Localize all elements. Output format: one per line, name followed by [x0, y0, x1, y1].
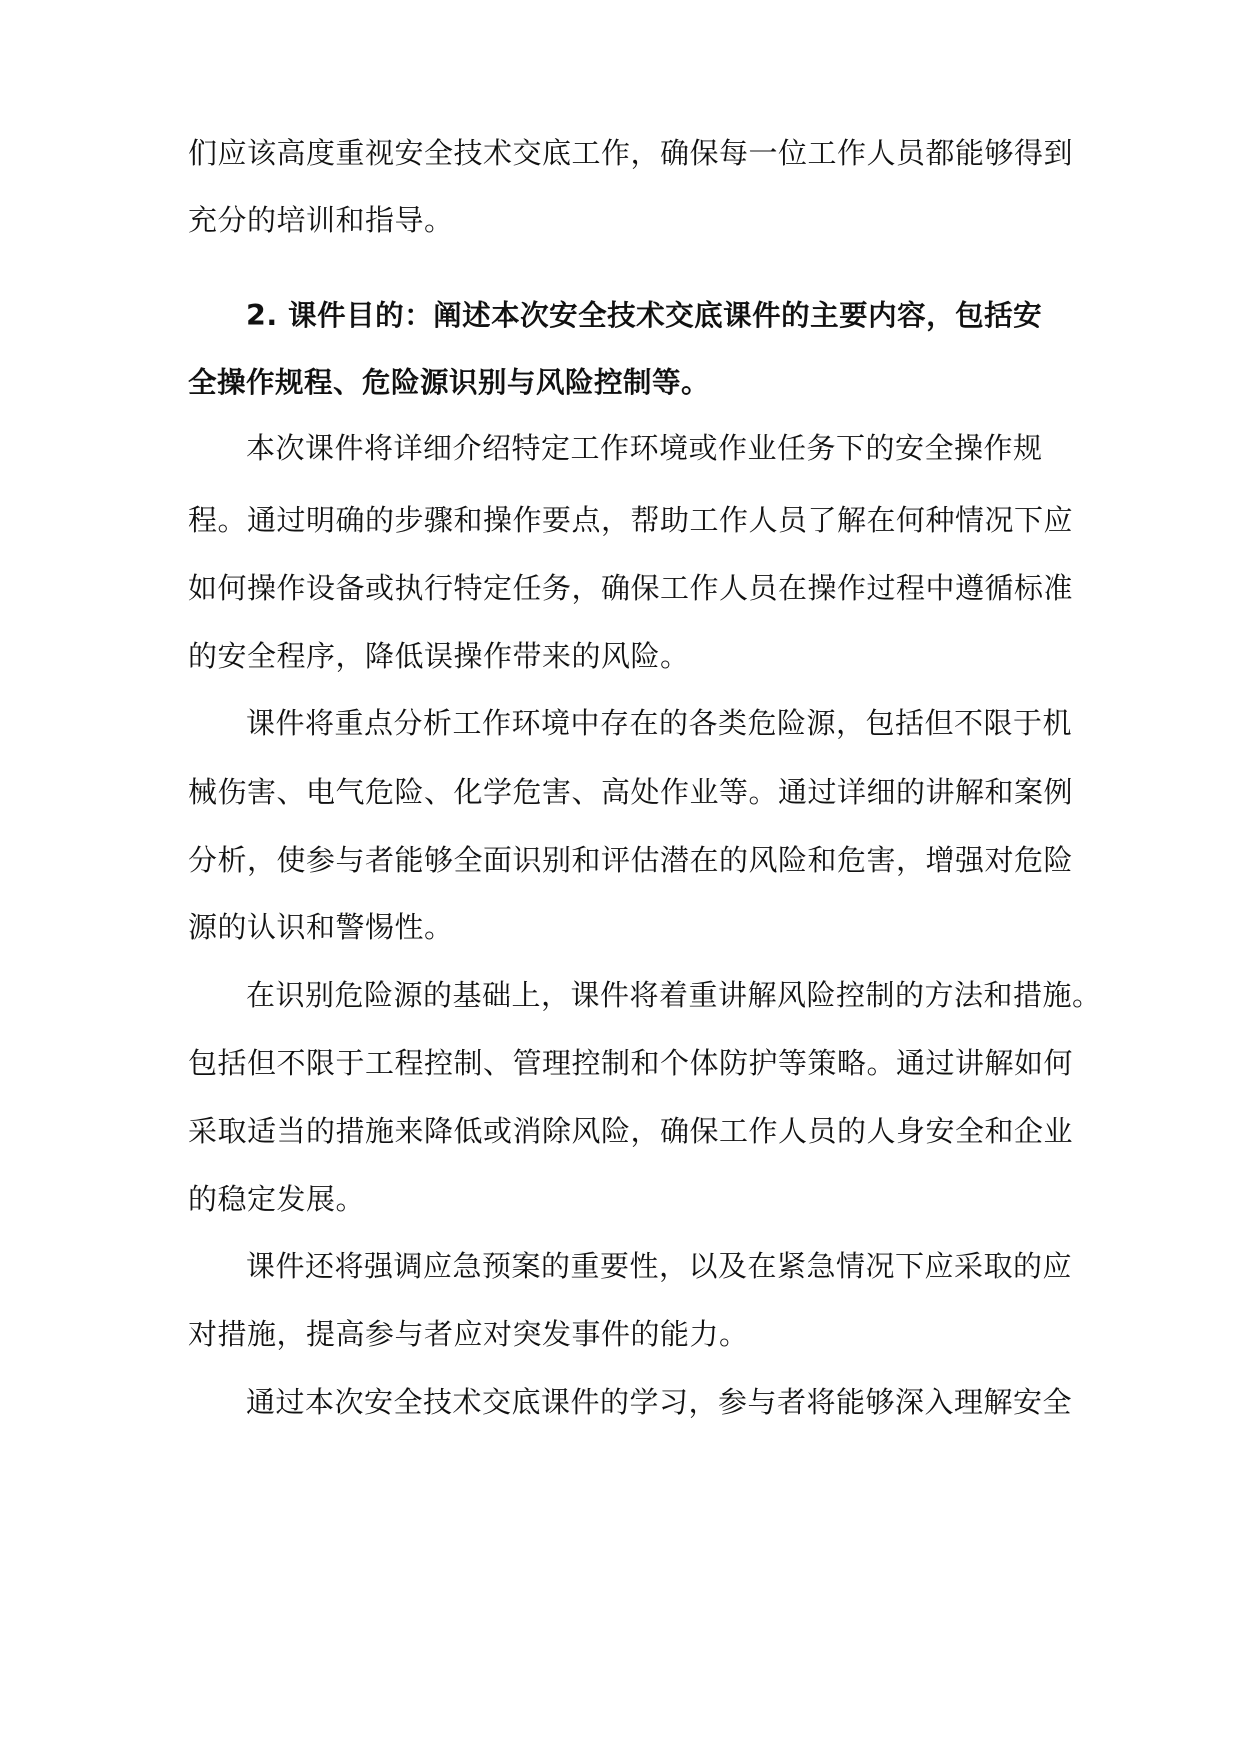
paragraph-line: 对措施，提高参与者应对突发事件的能力。	[188, 1317, 749, 1351]
paragraph-line: 课件将重点分析工作环境中存在的各类危险源，包括但不限于机	[246, 706, 1073, 740]
paragraph-line: 通过本次安全技术交底课件的学习，参与者将能够深入理解安全	[246, 1385, 1073, 1419]
paragraph-line: 分析，使参与者能够全面识别和评估潜在的风险和危害，增强对危险	[188, 843, 1074, 877]
paragraph-line: 的稳定发展。	[188, 1182, 366, 1216]
section-heading: 2. 课件目的：阐述本次安全技术交底课件的主要内容，包括安	[246, 299, 1043, 332]
paragraph-line: 械伤害、电气危险、化学危害、高处作业等。通过详细的讲解和案例	[188, 775, 1074, 809]
section-heading: 全操作规程、危险源识别与风险控制等。	[188, 366, 711, 399]
paragraph-line: 在识别危险源的基础上，课件将着重讲解风险控制的方法和措施。	[246, 978, 1102, 1012]
paragraph-line: 课件还将强调应急预案的重要性，以及在紧急情况下应采取的应	[246, 1249, 1073, 1283]
paragraph-line: 充分的培训和指导。	[188, 203, 454, 237]
paragraph-line: 采取适当的措施来降低或消除风险，确保工作人员的人身安全和企业	[188, 1114, 1074, 1148]
paragraph-line: 们应该高度重视安全技术交底工作，确保每一位工作人员都能够得到	[188, 136, 1074, 170]
paragraph-line: 程。通过明确的步骤和操作要点，帮助工作人员了解在何种情况下应	[188, 503, 1074, 537]
paragraph-line: 源的认识和警惕性。	[188, 910, 454, 944]
paragraph-line: 的安全程序，降低误操作带来的风险。	[188, 639, 690, 673]
paragraph-line: 如何操作设备或执行特定任务，确保工作人员在操作过程中遵循标准	[188, 571, 1074, 605]
paragraph-line: 本次课件将详细介绍特定工作环境或作业任务下的安全操作规	[246, 431, 1043, 465]
paragraph-line: 包括但不限于工程控制、管理控制和个体防护等策略。通过讲解如何	[188, 1046, 1074, 1080]
